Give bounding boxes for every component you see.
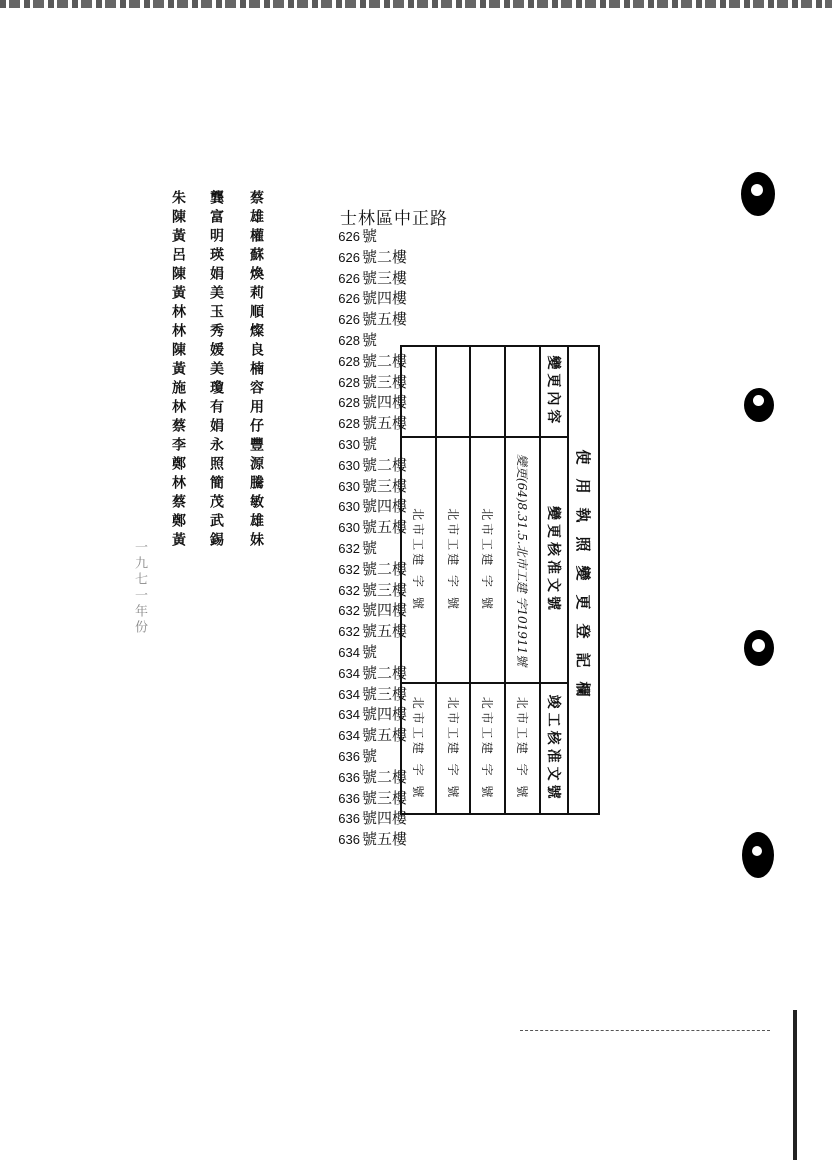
address-number: 636: [338, 790, 360, 806]
address-item: [336, 808, 407, 829]
address-suffix: 號: [362, 642, 378, 661]
address-suffix: 號五樓: [362, 726, 408, 745]
address-suffix: 號二樓: [362, 559, 408, 578]
address-suffix: 號三樓: [362, 684, 408, 703]
address-item: [336, 746, 407, 767]
address-suffix: 號五樓: [362, 830, 408, 849]
table-row: [436, 346, 471, 814]
address-number: 630: [338, 457, 360, 473]
address-item: [336, 413, 407, 434]
address-suffix: 號三樓: [362, 788, 408, 807]
address-number: 630: [338, 520, 360, 536]
address-suffix: 號三樓: [362, 476, 408, 495]
address-item: [336, 684, 407, 705]
address-number: 632: [338, 624, 360, 640]
address-suffix: 號二樓: [362, 455, 408, 474]
address-number: 636: [338, 832, 360, 848]
address-item: [336, 434, 407, 455]
address-suffix: 號: [362, 538, 378, 557]
address-number: 626: [338, 291, 360, 307]
register-table-title: 使用執照變更登記欄: [568, 346, 599, 814]
col-header-complete-no: 竣工核准文號: [540, 683, 569, 814]
address-item: [336, 663, 407, 684]
cell-complete-no: 北市工建 字 號: [436, 683, 471, 814]
address-item: [336, 268, 407, 289]
address-item: [336, 829, 407, 850]
cell-content: [436, 346, 471, 437]
address-number: 628: [338, 416, 360, 432]
address-item: [336, 704, 407, 725]
address-header: 士林區中正路: [340, 209, 448, 229]
faded-annotation: 一九七一年份: [132, 540, 147, 636]
address-suffix: 號五樓: [362, 622, 408, 641]
col-header-content: 變更內容: [540, 346, 569, 437]
address-suffix: 號三樓: [362, 268, 408, 287]
address-item: [336, 767, 407, 788]
register-table: [400, 345, 600, 815]
address-number: 632: [338, 582, 360, 598]
address-item: [336, 351, 407, 372]
name-column: 龔富明瑛娟美玉秀媛美瓊有娟永照簡茂武錫: [208, 190, 224, 551]
address-item: [336, 642, 407, 663]
address-number: 632: [338, 603, 360, 619]
address-number: 636: [338, 748, 360, 764]
address-number: 628: [338, 332, 360, 348]
address-number: 634: [338, 665, 360, 681]
address-suffix: 號二樓: [362, 351, 408, 370]
address-number: 632: [338, 540, 360, 556]
cell-change-no: 北市工建 字 號: [470, 437, 505, 683]
address-suffix: 號二樓: [362, 247, 408, 266]
address-suffix: 號四樓: [362, 497, 408, 516]
address-item: [336, 621, 407, 642]
address-item: [336, 288, 407, 309]
cell-change-no: 變更(64)8.31.5.北市工建 字101911號: [505, 437, 540, 683]
address-number: 630: [338, 478, 360, 494]
cell-content: [470, 346, 505, 437]
cell-complete-no: 北市工建 字 號: [401, 683, 436, 814]
cell-complete-no: 北市工建 字 號: [470, 683, 505, 814]
address-item: [336, 517, 407, 538]
address-number: 626: [338, 270, 360, 286]
address-number: 628: [338, 353, 360, 369]
binder-hole: [744, 388, 774, 422]
cell-content: [401, 346, 436, 437]
address-suffix: 號三樓: [362, 580, 408, 599]
name-column: 蔡雄權蘇煥莉順燦良楠容用仔豐源騰敏雄妹: [248, 190, 264, 551]
address-item: [336, 455, 407, 476]
address-number: 630: [338, 436, 360, 452]
address-item: [336, 330, 407, 351]
address-suffix: 號四樓: [362, 705, 408, 724]
table-row: [401, 346, 436, 814]
binder-hole: [742, 832, 774, 878]
address-number: 634: [338, 686, 360, 702]
address-number: 626: [338, 312, 360, 328]
address-item: [336, 226, 407, 247]
cell-content: [505, 346, 540, 437]
address-item: [336, 372, 407, 393]
address-item: [336, 476, 407, 497]
address-suffix: 號四樓: [362, 393, 408, 412]
address-suffix: 號五樓: [362, 518, 408, 537]
address-number: 634: [338, 707, 360, 723]
table-row: [505, 346, 540, 814]
address-suffix: 號二樓: [362, 767, 408, 786]
scan-dash-line: [520, 1030, 770, 1032]
address-item: [336, 725, 407, 746]
address-item: [336, 392, 407, 413]
address-item: [336, 580, 407, 601]
scan-edge-line: [793, 1010, 797, 1160]
scan-border-noise: [0, 0, 832, 8]
address-suffix: 號四樓: [362, 601, 408, 620]
binder-hole: [741, 172, 775, 216]
address-item: [336, 538, 407, 559]
cell-change-no: 北市工建 字 號: [436, 437, 471, 683]
address-number: 634: [338, 728, 360, 744]
address-suffix: 號二樓: [362, 663, 408, 682]
address-number: 632: [338, 561, 360, 577]
address-suffix: 號四樓: [362, 809, 408, 828]
address-suffix: 號三樓: [362, 372, 408, 391]
address-number: 636: [338, 769, 360, 785]
address-suffix: 號: [362, 746, 378, 765]
owner-names: [168, 190, 278, 551]
address-number: 636: [338, 811, 360, 827]
binder-hole: [744, 630, 774, 666]
address-suffix: 號四樓: [362, 289, 408, 308]
address-suffix: 號: [362, 434, 378, 453]
address-item: [336, 496, 407, 517]
name-column: 朱陳黃呂陳黃林林陳黃施林蔡李鄭林蔡鄭黃: [170, 190, 186, 551]
address-suffix: 號: [362, 227, 378, 245]
address-number: 628: [338, 395, 360, 411]
table-row: [470, 346, 505, 814]
address-number: 630: [338, 499, 360, 515]
address-item: [336, 309, 407, 330]
address-number: 628: [338, 374, 360, 390]
address-suffix: 號五樓: [362, 414, 408, 433]
address-item: [336, 600, 407, 621]
cell-change-no: 北市工建 字 號: [401, 437, 436, 683]
address-item: [336, 559, 407, 580]
address-number: 634: [338, 644, 360, 660]
address-number: 626: [338, 229, 360, 244]
address-list: [336, 226, 407, 850]
address-item: [336, 247, 407, 268]
address-suffix: 號: [362, 330, 378, 349]
address-suffix: 號五樓: [362, 310, 408, 329]
address-item: [336, 788, 407, 809]
col-header-change-no: 變更核准文號: [540, 437, 569, 683]
cell-complete-no: 北市工建 字 號: [505, 683, 540, 814]
address-number: 626: [338, 249, 360, 265]
